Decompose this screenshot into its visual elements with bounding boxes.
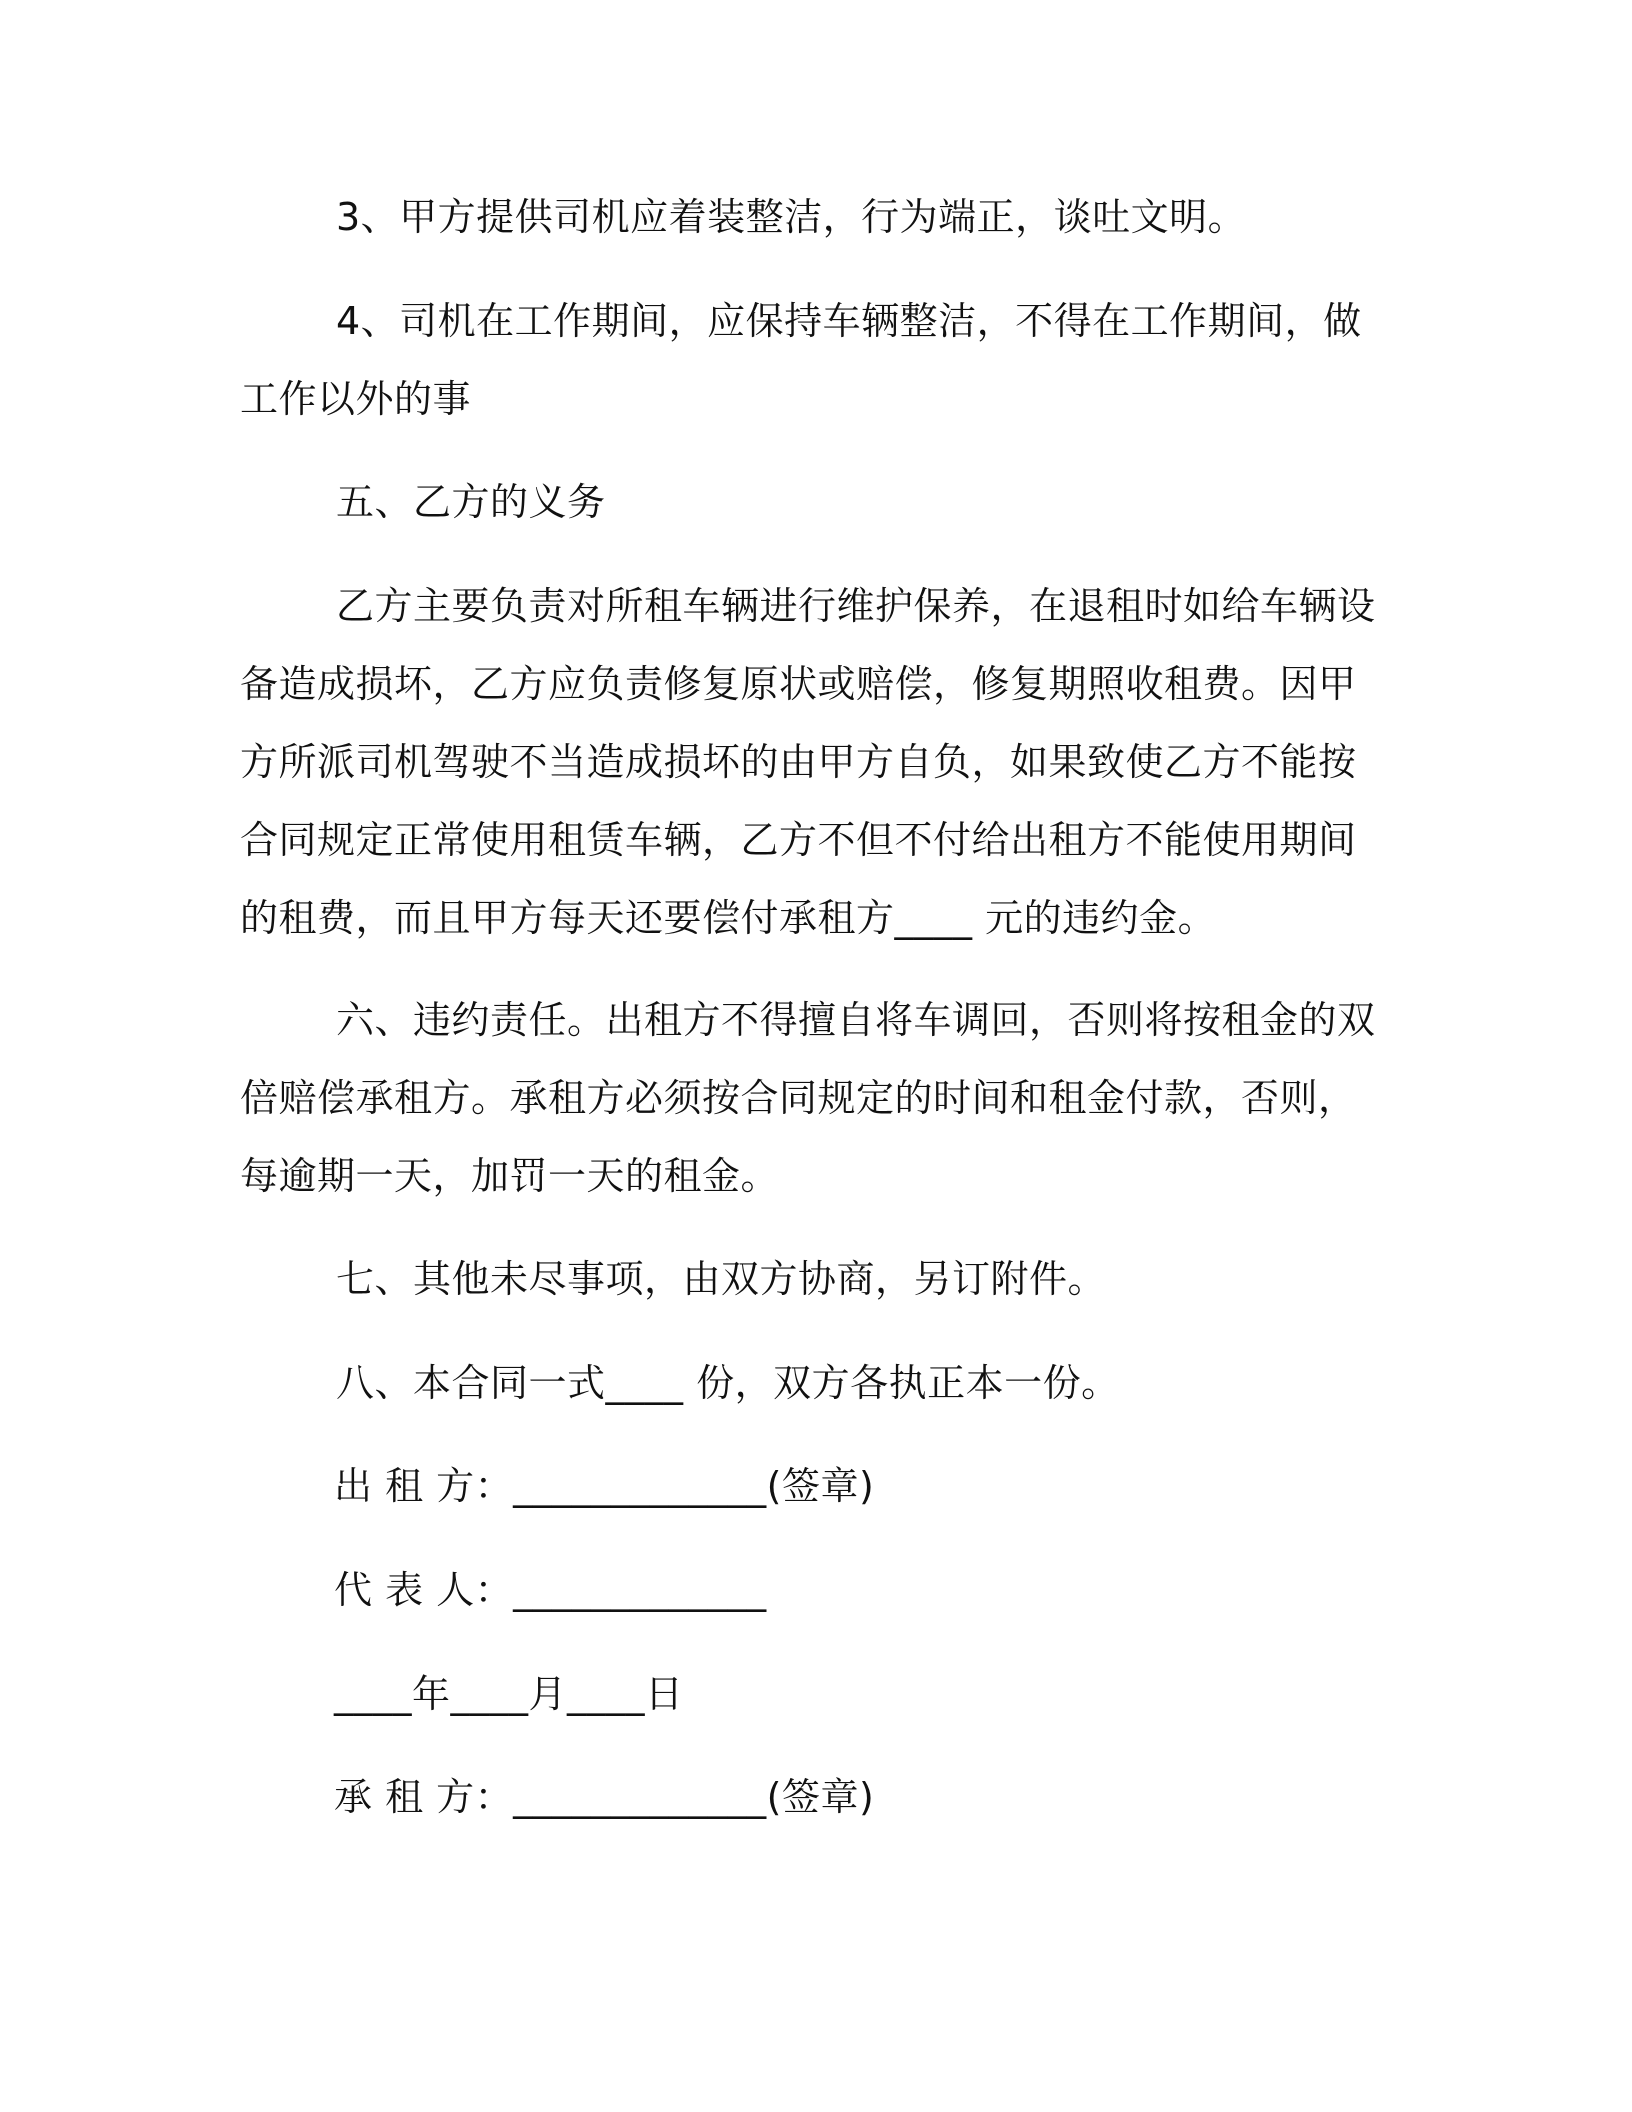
representative-signature-line: 代 表 人：_____________ (334, 1568, 767, 1612)
clause-4: 4、司机在工作期间，应保持车辆整洁，不得在工作期间，做工作以外的事 (240, 299, 1362, 421)
section-7-body: 七、其他未尽事项，由双方协商，另订附件。 (336, 1257, 1107, 1301)
clause-3: 3、甲方提供司机应着装整洁，行为端正，谈吐文明。 (336, 195, 1247, 239)
lessor-signature-line: 出 租 方：_____________(签章) (334, 1464, 875, 1508)
date-line: ____年____月____日 (334, 1672, 684, 1716)
section-8-body: 八、本合同一式____ 份，双方各执正本一份。 (336, 1361, 1120, 1405)
section-6-body: 六、违约责任。出租方不得擅自将车调回，否则将按租金的双倍赔偿承租方。承租方必须按合同规定的时间和租金付款，否则，每逾期一天，加罚一天的租金。 (240, 998, 1376, 1198)
lessee-signature-line: 承 租 方：_____________(签章) (334, 1775, 875, 1819)
section-5-heading: 五、乙方的义务 (336, 480, 606, 524)
section-5-body: 乙方主要负责对所租车辆进行维护保养，在退租时如给车辆设备造成损坏，乙方应负责修复原状或赔偿，修复期照收租费。因甲方所派司机驾驶不当造成损坏的由甲方自负，如果致使乙方不能按合同规定正常使用租赁车辆，乙方不但不付给出租方不能使用期间的租费，而且甲方每天还要偿付承租方____ 元的违约金。 (240, 584, 1376, 940)
